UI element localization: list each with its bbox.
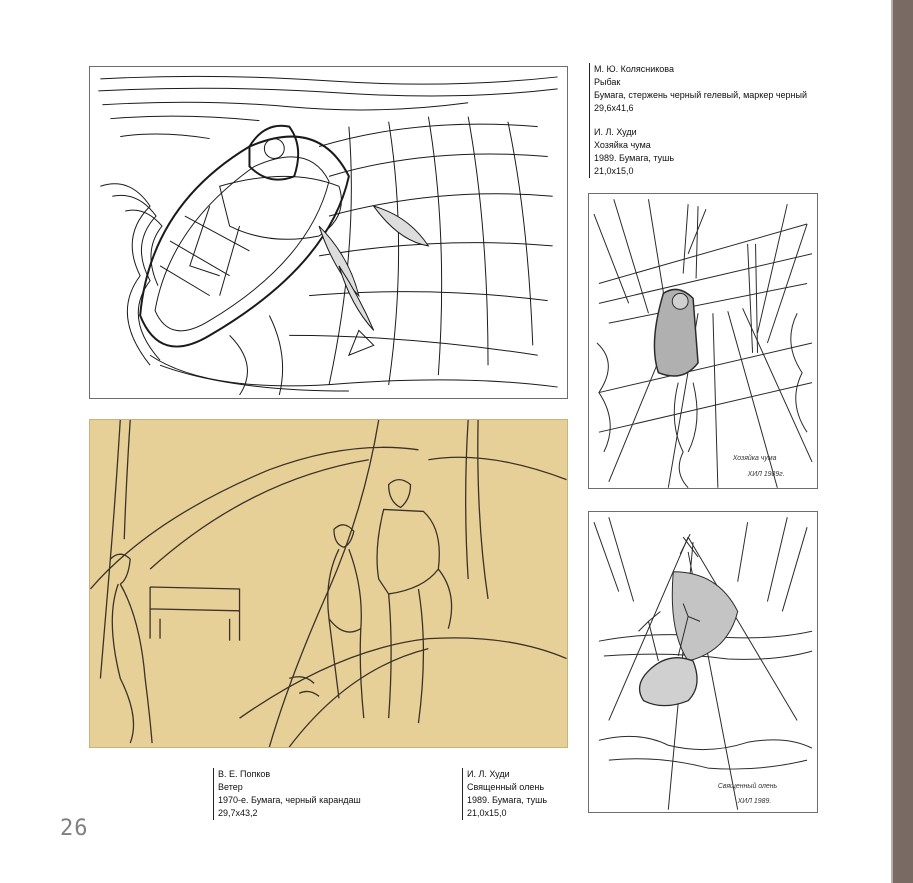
caption-deer-author: И. Л. Худи — [467, 769, 510, 779]
caption-wind-title: Ветер — [218, 782, 243, 792]
artwork-wind — [89, 419, 568, 748]
caption-fisherman-title: Рыбак — [594, 77, 621, 87]
caption-mistress-size: 21,0х15,0 — [594, 166, 634, 176]
caption-wind-medium: 1970-е. Бумага, черный карандаш — [218, 795, 361, 805]
mistress-drawing — [589, 194, 817, 488]
artwork-fisherman — [89, 66, 568, 399]
caption-deer-medium: 1989. Бумага, тушь — [467, 795, 548, 805]
caption-fisherman-author: М. Ю. Колясникова — [594, 64, 674, 74]
caption-sacred-deer — [462, 768, 547, 820]
caption-fisherman-medium: Бумага, стержень черный гелевый, маркер черный — [594, 90, 808, 100]
sacred-deer-drawing — [589, 512, 817, 812]
deer-signature: ХИЛ 1989. — [737, 797, 772, 805]
caption-deer-size: 21,0х15,0 — [467, 808, 507, 818]
caption-wind-author: В. Е. Попков — [218, 769, 271, 779]
wind-drawing — [90, 420, 567, 747]
caption-wind-size: 29,7х43,2 — [218, 808, 258, 818]
caption-mistress-title: Хозяйка чума — [594, 140, 651, 150]
caption-wind — [213, 768, 361, 820]
caption-deer-title: Священный олень — [467, 782, 545, 792]
mistress-inscription: Хозяйка чума — [732, 454, 777, 462]
page-edge — [893, 0, 913, 883]
caption-mistress-medium: 1989. Бумага, тушь — [594, 153, 675, 163]
caption-mistress-author: И. Л. Худи — [594, 127, 637, 137]
caption-fisherman-and-mistress — [589, 63, 807, 178]
fisherman-drawing — [90, 67, 567, 398]
artwork-mistress-of-chum — [588, 193, 818, 489]
artwork-sacred-deer — [588, 511, 818, 813]
page-number: 26 — [60, 816, 89, 841]
caption-fisherman-size: 29,6х41,6 — [594, 103, 634, 113]
deer-inscription: Священный олень — [717, 782, 778, 790]
mistress-signature: ХИЛ 1989г. — [747, 470, 785, 478]
